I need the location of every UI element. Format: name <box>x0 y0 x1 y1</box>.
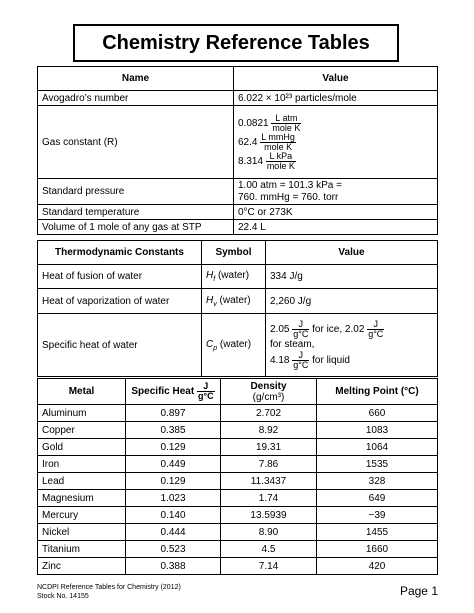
table-row <box>38 439 438 456</box>
specific-heat-value: 1.023 <box>126 490 221 507</box>
specific-heat-value: 0.385 <box>126 422 221 439</box>
specific-heat-value: 0.897 <box>126 405 221 422</box>
std-pressure-name: Standard pressure <box>38 179 234 205</box>
table-row <box>38 541 438 558</box>
gas-constant-atm: 0.0821 $\frac{\text{L atm}}{\text{mole K}}$ <box>238 112 301 133</box>
std-pressure-value: 1.00 atm = 101.3 kPa = 760. mmHg = 760. torr <box>234 179 438 205</box>
density-value: 13.5939 <box>221 507 317 524</box>
density-value: 2.702 <box>221 405 317 422</box>
gas-constant-mmhg: 62.4 $\frac{\text{L mmHg}}{\text{mole K}}$ <box>238 131 295 152</box>
density-value: 1.74 <box>221 490 317 507</box>
specific-heat-symbol: $C_p$ (water) <box>202 314 266 377</box>
specific-heat-liquid: 4.18 $\frac{J}{g^\circ C}$ for liquid <box>270 350 350 370</box>
melting-point-value: 1455 <box>317 524 438 541</box>
page-number: Page 1 <box>399 584 438 598</box>
vaporization-name: Heat of vaporization of water <box>38 289 202 314</box>
melting-point-value: 1083 <box>317 422 438 439</box>
melting-point-value: 1660 <box>317 541 438 558</box>
specific-heat-value: 0.388 <box>126 558 221 575</box>
density-value: 8.92 <box>221 422 317 439</box>
specific-heat-name: Specific heat of water <box>38 314 202 377</box>
fraction: $\frac{J}{g^\circ C}$ <box>368 319 384 339</box>
metal-name: Magnesium <box>38 490 126 507</box>
col-header-symbol: Symbol <box>202 241 266 265</box>
melting-point-value: 1535 <box>317 456 438 473</box>
avogadro-name: Avogadro’s number <box>38 91 234 106</box>
melting-point-value: −39 <box>317 507 438 524</box>
metal-name: Aluminum <box>38 405 126 422</box>
col-header-thermo: Thermodynamic Constants <box>38 241 202 265</box>
fraction: $\frac{\text{L mmHg}}{\text{mole K}}$ <box>261 131 295 152</box>
gas-constant-name: Gas constant (R) <box>38 106 234 179</box>
melting-point-value: 328 <box>317 473 438 490</box>
specific-heat-ice: 2.05 $\frac{J}{g^\circ C}$ for ice, 2.02 $\frac{J}{g^\circ C}$ <box>270 319 384 339</box>
molar-volume-value: 22.4 L <box>234 220 438 235</box>
molar-volume-name: Volume of 1 mole of any gas at STP <box>38 220 234 235</box>
col-header-melting: Melting Point (°C) <box>317 379 438 405</box>
melting-point-value: 1064 <box>317 439 438 456</box>
thermodynamic-table <box>37 240 438 377</box>
specific-heat-value: 0.129 <box>126 439 221 456</box>
metal-name: Zinc <box>38 558 126 575</box>
col-header-thermo-value: Value <box>266 241 438 265</box>
vaporization-value: 2,260 J/g <box>266 289 438 314</box>
specific-heat-value: 0.129 <box>126 473 221 490</box>
specific-heat-value <box>266 314 438 377</box>
specific-heat-value: 0.140 <box>126 507 221 524</box>
metals-table <box>37 378 438 575</box>
melting-point-value: 420 <box>317 558 438 575</box>
col-header-metal: Metal <box>38 379 126 405</box>
std-temp-name: Standard temperature <box>38 205 234 220</box>
fusion-symbol: $H_f$ (water) <box>202 265 266 289</box>
col-header-value: Value <box>234 67 438 91</box>
table-row <box>38 524 438 541</box>
specific-heat-value: 0.523 <box>126 541 221 558</box>
table-row <box>38 473 438 490</box>
metal-name: Iron <box>38 456 126 473</box>
table-row <box>38 507 438 524</box>
fusion-value: 334 J/g <box>266 265 438 289</box>
melting-point-value: 649 <box>317 490 438 507</box>
melting-point-value: 660 <box>317 405 438 422</box>
fusion-name: Heat of fusion of water <box>38 265 202 289</box>
metal-name: Gold <box>38 439 126 456</box>
std-temp-value: 0°C or 273K <box>234 205 438 220</box>
vaporization-symbol: $H_v$ (water) <box>202 289 266 314</box>
table-row <box>38 405 438 422</box>
constants-table <box>37 66 438 235</box>
density-value: 8.90 <box>221 524 317 541</box>
fraction: $\frac{J}{g^\circ C}$ <box>293 350 309 370</box>
col-header-specific-heat: Specific Heat $\frac{J}{g^\circ C}$ <box>126 379 221 405</box>
fraction: $\frac{\text{L atm}}{\text{mole K}}$ <box>272 112 301 133</box>
gas-constant-kpa: 8.314 $\frac{\text{L kPa}}{\text{mole K}}$ <box>238 150 295 171</box>
metal-name: Copper <box>38 422 126 439</box>
fraction: $\frac{J}{g^\circ C}$ <box>293 319 309 339</box>
density-value: 7.14 <box>221 558 317 575</box>
specific-heat-value: 0.444 <box>126 524 221 541</box>
col-header-name: Name <box>38 67 234 91</box>
density-value: 7.86 <box>221 456 317 473</box>
table-row <box>38 422 438 439</box>
col-header-density: Density (g/cm³) <box>221 379 317 405</box>
metal-name: Lead <box>38 473 126 490</box>
gas-constant-values <box>234 106 438 179</box>
table-row <box>38 456 438 473</box>
metal-name: Titanium <box>38 541 126 558</box>
footer-source: NCDPI Reference Tables for Chemistry (2012) Stock No. 14155 <box>37 584 181 600</box>
page-title: Chemistry Reference Tables <box>73 24 399 62</box>
specific-heat-value: 0.449 <box>126 456 221 473</box>
density-value: 19.31 <box>221 439 317 456</box>
specific-heat-steam: for steam, <box>270 339 315 350</box>
metal-name: Mercury <box>38 507 126 524</box>
table-row <box>38 490 438 507</box>
density-value: 11.3437 <box>221 473 317 490</box>
metal-name: Nickel <box>38 524 126 541</box>
table-row <box>38 558 438 575</box>
fraction: $\frac{J}{g^\circ C}$ <box>197 381 214 401</box>
avogadro-value: 6.022 × 10²³ particles/mole <box>234 91 438 106</box>
fraction: $\frac{\text{L kPa}}{\text{mole K}}$ <box>266 150 295 171</box>
density-value: 4.5 <box>221 541 317 558</box>
